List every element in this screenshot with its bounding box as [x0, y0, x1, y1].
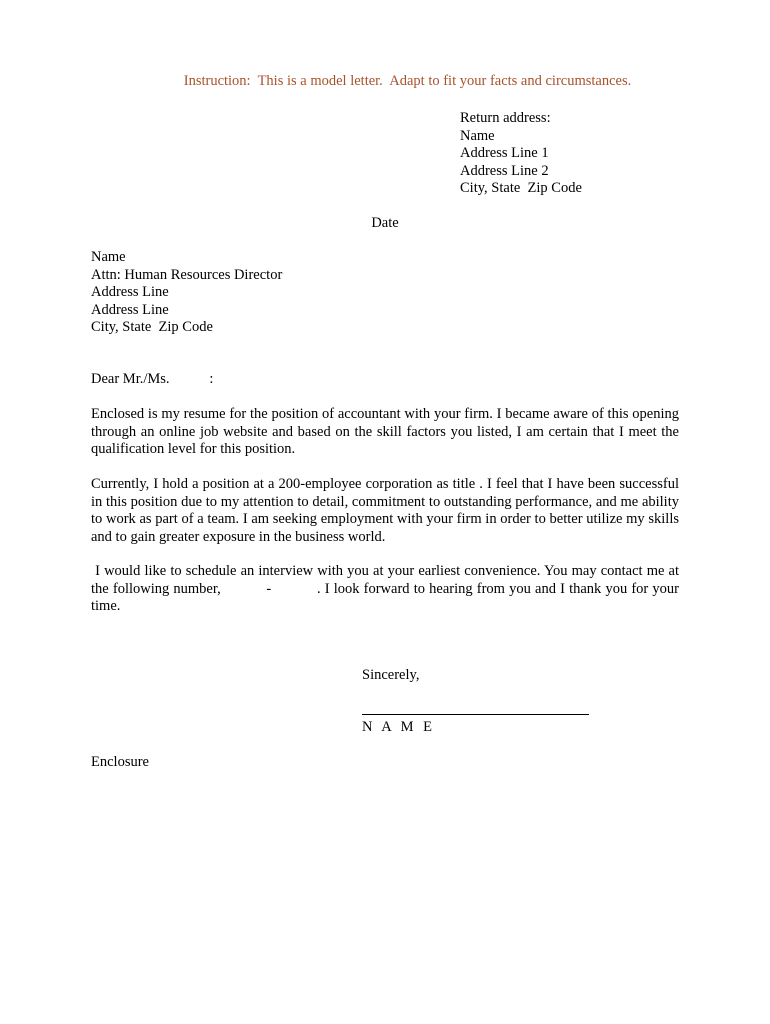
- return-address-heading: Return address:: [460, 110, 551, 126]
- recipient-city: City, State Zip Code: [91, 319, 213, 335]
- body-paragraph-2: Currently, I hold a position at a 200-employee corporation as title . I feel that I have been successful in this position due to my attention to detail, commitment to outstanding performance, and me ability to work as part of a team. I am seeking employment with your firm in order to better utilize my skills and to gain greater exposure in the business world.: [91, 476, 679, 545]
- signature-name: N A M E: [362, 719, 435, 735]
- recipient-attn: Attn: Human Resources Director: [91, 266, 283, 283]
- recipient-address-line-1: Address Line: [91, 284, 169, 300]
- recipient-address-block: [91, 249, 282, 337]
- return-address-city: City, State Zip Code: [460, 180, 582, 196]
- signature-line: [362, 714, 589, 715]
- recipient-address-line-2: Address Line: [91, 301, 169, 318]
- return-address-block: [460, 110, 582, 198]
- letter-date: Date: [371, 215, 399, 231]
- return-address-line-2: Address Line 2: [460, 162, 549, 179]
- recipient-name: Name: [91, 249, 126, 265]
- salutation: Dear Mr./Ms. :: [91, 371, 214, 387]
- body-paragraph-3: I would like to schedule an interview with you at your earliest convenience. You may contact me at the following number, - . I look forward to hearing from you and I thank you for your time.: [91, 563, 683, 614]
- body-paragraph-1: Enclosed is my resume for the position of accountant with your firm. I became aware of this opening through an online job website and based on the skill factors you listed, I am certain that I meet the qualification level for this position.: [91, 406, 679, 457]
- closing: Sincerely,: [362, 667, 420, 683]
- enclosure-note: Enclosure: [91, 754, 149, 770]
- return-address-line-1: Address Line 1: [460, 145, 549, 161]
- instruction-note: Instruction: This is a model letter. Adapt to fit your facts and circumstances.: [183, 73, 632, 89]
- return-address-name: Name: [460, 127, 495, 144]
